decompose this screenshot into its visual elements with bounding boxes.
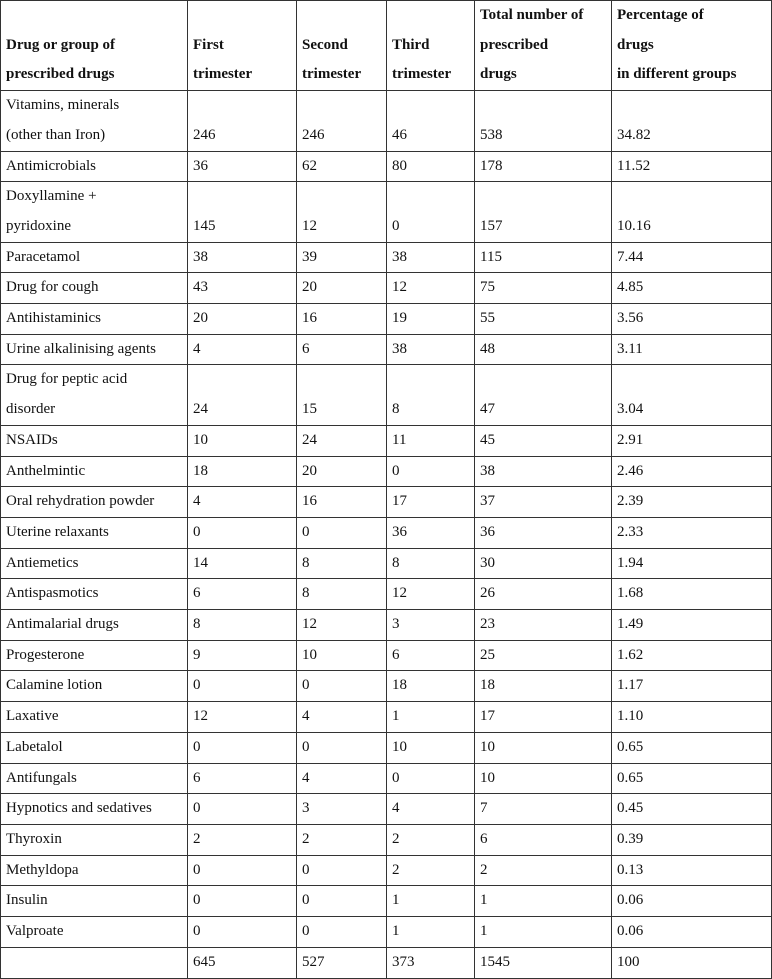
drug-name-cell bbox=[1, 702, 188, 733]
percentage-cell: 11.52 bbox=[612, 151, 772, 182]
header-third-trimester bbox=[387, 1, 475, 91]
first-trimester-cell: 4 bbox=[188, 487, 297, 518]
percentage-cell: 1.68 bbox=[612, 579, 772, 610]
percentage-cell: 10.16 bbox=[612, 182, 772, 242]
drug-name-line: Paracetamol bbox=[6, 248, 81, 265]
first-trimester-cell: 6 bbox=[188, 579, 297, 610]
percentage-cell: 2.91 bbox=[612, 425, 772, 456]
third-trimester-cell: 373 bbox=[387, 947, 475, 978]
table-row bbox=[1, 855, 772, 886]
second-trimester-cell: 16 bbox=[297, 487, 387, 518]
table-row bbox=[1, 456, 772, 487]
percentage-cell: 2.39 bbox=[612, 487, 772, 518]
total-cell: 55 bbox=[475, 304, 612, 335]
percentage-cell: 1.10 bbox=[612, 702, 772, 733]
drug-name-cell bbox=[1, 182, 188, 242]
first-trimester-cell: 9 bbox=[188, 640, 297, 671]
second-trimester-cell: 4 bbox=[297, 702, 387, 733]
drug-name-line: Methyldopa bbox=[6, 861, 79, 878]
first-trimester-cell: 20 bbox=[188, 304, 297, 335]
header-second-trimester bbox=[297, 1, 387, 91]
table-row bbox=[1, 917, 772, 948]
drug-name-cell bbox=[1, 732, 188, 763]
second-trimester-cell: 24 bbox=[297, 425, 387, 456]
table-row bbox=[1, 365, 772, 425]
first-trimester-cell: 8 bbox=[188, 610, 297, 641]
drug-name-line: Drug for peptic acid bbox=[6, 371, 128, 388]
total-cell: 38 bbox=[475, 456, 612, 487]
header-row bbox=[1, 1, 772, 91]
drug-name-cell bbox=[1, 886, 188, 917]
third-trimester-cell: 0 bbox=[387, 182, 475, 242]
second-trimester-cell: 3 bbox=[297, 794, 387, 825]
table-row bbox=[1, 334, 772, 365]
header-drug-group bbox=[1, 1, 188, 91]
total-cell: 10 bbox=[475, 732, 612, 763]
second-trimester-cell: 62 bbox=[297, 151, 387, 182]
total-cell: 75 bbox=[475, 273, 612, 304]
second-trimester-cell: 0 bbox=[297, 671, 387, 702]
first-trimester-cell: 2 bbox=[188, 824, 297, 855]
percentage-cell: 1.94 bbox=[612, 548, 772, 579]
total-cell: 25 bbox=[475, 640, 612, 671]
third-trimester-cell: 46 bbox=[387, 91, 475, 151]
third-trimester-cell: 0 bbox=[387, 456, 475, 487]
third-trimester-cell: 18 bbox=[387, 671, 475, 702]
drug-name-cell bbox=[1, 640, 188, 671]
total-cell: 157 bbox=[475, 182, 612, 242]
drug-name-line: Laxative bbox=[6, 708, 59, 725]
second-trimester-cell: 527 bbox=[297, 947, 387, 978]
header-line: Total number of bbox=[480, 7, 584, 23]
second-trimester-cell: 2 bbox=[297, 824, 387, 855]
third-trimester-cell: 8 bbox=[387, 365, 475, 425]
table-body bbox=[1, 91, 772, 978]
second-trimester-cell: 8 bbox=[297, 548, 387, 579]
drug-name-cell bbox=[1, 548, 188, 579]
percentage-cell: 0.13 bbox=[612, 855, 772, 886]
total-cell: 30 bbox=[475, 548, 612, 579]
first-trimester-cell: 36 bbox=[188, 151, 297, 182]
total-cell: 7 bbox=[475, 794, 612, 825]
first-trimester-cell: 10 bbox=[188, 425, 297, 456]
third-trimester-cell: 11 bbox=[387, 425, 475, 456]
drug-name-line: Urine alkalinising agents bbox=[6, 340, 156, 357]
drug-name-line: Antiemetics bbox=[6, 554, 79, 571]
third-trimester-cell: 2 bbox=[387, 824, 475, 855]
header-first-trimester bbox=[188, 1, 297, 91]
first-trimester-cell: 0 bbox=[188, 732, 297, 763]
percentage-cell: 2.33 bbox=[612, 517, 772, 548]
first-trimester-cell: 0 bbox=[188, 886, 297, 917]
drug-name-line: Anthelmintic bbox=[6, 462, 86, 479]
table-row bbox=[1, 640, 772, 671]
drug-name-line bbox=[6, 948, 182, 978]
header-percentage bbox=[612, 1, 772, 91]
table-row bbox=[1, 242, 772, 273]
drug-name-line: Vitamins, minerals bbox=[6, 97, 120, 114]
table-row bbox=[1, 824, 772, 855]
drug-name-cell bbox=[1, 365, 188, 425]
percentage-cell: 0.65 bbox=[612, 732, 772, 763]
third-trimester-cell: 1 bbox=[387, 917, 475, 948]
first-trimester-cell: 4 bbox=[188, 334, 297, 365]
drug-name-cell bbox=[1, 917, 188, 948]
drug-name-cell bbox=[1, 517, 188, 548]
third-trimester-cell: 1 bbox=[387, 702, 475, 733]
first-trimester-cell: 6 bbox=[188, 763, 297, 794]
first-trimester-cell: 38 bbox=[188, 242, 297, 273]
header-line: trimester bbox=[302, 66, 362, 83]
first-trimester-cell: 24 bbox=[188, 365, 297, 425]
header-line: prescribed bbox=[480, 36, 549, 53]
header-line: Drug or group of bbox=[6, 36, 116, 53]
drug-name-line: NSAIDs bbox=[6, 431, 58, 448]
drug-name-cell bbox=[1, 242, 188, 273]
table-header bbox=[1, 1, 772, 91]
third-trimester-cell: 12 bbox=[387, 273, 475, 304]
drug-name-line: Thyroxin bbox=[6, 830, 62, 847]
drug-name-cell bbox=[1, 304, 188, 335]
drug-name-line: Antispasmotics bbox=[6, 585, 99, 602]
first-trimester-cell: 43 bbox=[188, 273, 297, 304]
third-trimester-cell: 38 bbox=[387, 242, 475, 273]
total-cell: 2 bbox=[475, 855, 612, 886]
percentage-cell: 100 bbox=[612, 947, 772, 978]
second-trimester-cell: 16 bbox=[297, 304, 387, 335]
percentage-cell: 0.65 bbox=[612, 763, 772, 794]
table-row bbox=[1, 671, 772, 702]
percentage-cell: 34.82 bbox=[612, 91, 772, 151]
table-row bbox=[1, 579, 772, 610]
total-cell: 45 bbox=[475, 425, 612, 456]
drug-name-cell bbox=[1, 425, 188, 456]
second-trimester-cell: 0 bbox=[297, 855, 387, 886]
table-row bbox=[1, 794, 772, 825]
third-trimester-cell: 4 bbox=[387, 794, 475, 825]
third-trimester-cell: 19 bbox=[387, 304, 475, 335]
first-trimester-cell: 0 bbox=[188, 917, 297, 948]
second-trimester-cell: 0 bbox=[297, 732, 387, 763]
totals-row bbox=[1, 947, 772, 978]
second-trimester-cell: 12 bbox=[297, 610, 387, 641]
total-cell: 1545 bbox=[475, 947, 612, 978]
second-trimester-cell: 0 bbox=[297, 886, 387, 917]
second-trimester-cell: 0 bbox=[297, 517, 387, 548]
first-trimester-cell: 645 bbox=[188, 947, 297, 978]
header-total-prescribed bbox=[475, 1, 612, 91]
total-cell: 18 bbox=[475, 671, 612, 702]
total-cell: 47 bbox=[475, 365, 612, 425]
third-trimester-cell: 80 bbox=[387, 151, 475, 182]
drug-name-cell bbox=[1, 610, 188, 641]
drug-name-cell bbox=[1, 671, 188, 702]
total-cell: 1 bbox=[475, 886, 612, 917]
drug-name-line: (other than Iron) bbox=[6, 126, 106, 143]
first-trimester-cell: 12 bbox=[188, 702, 297, 733]
drug-name-line: Drug for cough bbox=[6, 279, 99, 296]
second-trimester-cell: 4 bbox=[297, 763, 387, 794]
second-trimester-cell: 246 bbox=[297, 91, 387, 151]
third-trimester-cell: 6 bbox=[387, 640, 475, 671]
header-line: Second bbox=[302, 36, 348, 53]
third-trimester-cell: 2 bbox=[387, 855, 475, 886]
third-trimester-cell: 10 bbox=[387, 732, 475, 763]
percentage-cell: 1.62 bbox=[612, 640, 772, 671]
percentage-cell: 3.04 bbox=[612, 365, 772, 425]
drug-name-line: Progesterone bbox=[6, 646, 85, 663]
first-trimester-cell: 0 bbox=[188, 517, 297, 548]
header-line: First bbox=[193, 36, 224, 53]
drug-name-cell bbox=[1, 947, 188, 978]
drug-name-line: Antihistaminics bbox=[6, 310, 101, 327]
drug-name-line: Doxyllamine + bbox=[6, 188, 97, 205]
drug-name-line: disorder bbox=[6, 401, 56, 418]
drug-name-cell bbox=[1, 763, 188, 794]
second-trimester-cell: 12 bbox=[297, 182, 387, 242]
third-trimester-cell: 1 bbox=[387, 886, 475, 917]
drug-name-line: Labetalol bbox=[6, 738, 63, 755]
drug-name-line: Uterine relaxants bbox=[6, 523, 109, 540]
total-cell: 178 bbox=[475, 151, 612, 182]
third-trimester-cell: 17 bbox=[387, 487, 475, 518]
drug-name-cell bbox=[1, 824, 188, 855]
total-cell: 115 bbox=[475, 242, 612, 273]
header-line: Percentage of bbox=[617, 7, 704, 23]
header-line: trimester bbox=[193, 66, 253, 83]
table-row bbox=[1, 702, 772, 733]
third-trimester-cell: 3 bbox=[387, 610, 475, 641]
percentage-cell: 3.56 bbox=[612, 304, 772, 335]
table-row bbox=[1, 763, 772, 794]
drug-name-line: Insulin bbox=[6, 892, 48, 909]
total-cell: 10 bbox=[475, 763, 612, 794]
table-row bbox=[1, 732, 772, 763]
drug-name-cell bbox=[1, 91, 188, 151]
drug-name-line: Oral rehydration powder bbox=[6, 493, 155, 510]
drug-name-cell bbox=[1, 579, 188, 610]
drug-name-line: Antimicrobials bbox=[6, 157, 96, 174]
header-line: drugs bbox=[480, 66, 517, 83]
table-row bbox=[1, 548, 772, 579]
percentage-cell: 0.39 bbox=[612, 824, 772, 855]
percentage-cell: 2.46 bbox=[612, 456, 772, 487]
table-row bbox=[1, 273, 772, 304]
header-line: prescribed drugs bbox=[6, 66, 115, 83]
percentage-cell: 7.44 bbox=[612, 242, 772, 273]
second-trimester-cell: 0 bbox=[297, 917, 387, 948]
header-line: drugs bbox=[617, 36, 654, 53]
total-cell: 48 bbox=[475, 334, 612, 365]
drug-name-line: Antifungals bbox=[6, 769, 77, 786]
header-line: in different groups bbox=[617, 66, 737, 83]
drug-name-cell bbox=[1, 855, 188, 886]
first-trimester-cell: 18 bbox=[188, 456, 297, 487]
drug-name-line: pyridoxine bbox=[6, 217, 71, 234]
percentage-cell: 3.11 bbox=[612, 334, 772, 365]
total-cell: 538 bbox=[475, 91, 612, 151]
table-row bbox=[1, 517, 772, 548]
drug-name-cell bbox=[1, 151, 188, 182]
third-trimester-cell: 12 bbox=[387, 579, 475, 610]
second-trimester-cell: 15 bbox=[297, 365, 387, 425]
drug-name-cell bbox=[1, 487, 188, 518]
drug-name-cell bbox=[1, 794, 188, 825]
percentage-cell: 0.06 bbox=[612, 886, 772, 917]
drug-name-line: Calamine lotion bbox=[6, 677, 103, 694]
total-cell: 17 bbox=[475, 702, 612, 733]
table-row bbox=[1, 886, 772, 917]
total-cell: 26 bbox=[475, 579, 612, 610]
third-trimester-cell: 0 bbox=[387, 763, 475, 794]
total-cell: 37 bbox=[475, 487, 612, 518]
first-trimester-cell: 0 bbox=[188, 671, 297, 702]
header-line: Third bbox=[392, 36, 430, 53]
percentage-cell: 1.49 bbox=[612, 610, 772, 641]
third-trimester-cell: 8 bbox=[387, 548, 475, 579]
table-row bbox=[1, 487, 772, 518]
drug-name-line: Antimalarial drugs bbox=[6, 616, 119, 633]
table-row bbox=[1, 91, 772, 151]
first-trimester-cell: 14 bbox=[188, 548, 297, 579]
second-trimester-cell: 39 bbox=[297, 242, 387, 273]
table-row bbox=[1, 425, 772, 456]
second-trimester-cell: 10 bbox=[297, 640, 387, 671]
table-row bbox=[1, 304, 772, 335]
percentage-cell: 4.85 bbox=[612, 273, 772, 304]
drug-name-cell bbox=[1, 273, 188, 304]
total-cell: 23 bbox=[475, 610, 612, 641]
percentage-cell: 0.06 bbox=[612, 917, 772, 948]
table-row bbox=[1, 610, 772, 641]
total-cell: 6 bbox=[475, 824, 612, 855]
second-trimester-cell: 20 bbox=[297, 456, 387, 487]
drug-name-cell bbox=[1, 456, 188, 487]
third-trimester-cell: 38 bbox=[387, 334, 475, 365]
header-line: trimester bbox=[392, 66, 452, 83]
table-row bbox=[1, 151, 772, 182]
first-trimester-cell: 0 bbox=[188, 855, 297, 886]
second-trimester-cell: 20 bbox=[297, 273, 387, 304]
second-trimester-cell: 6 bbox=[297, 334, 387, 365]
drug-name-cell bbox=[1, 334, 188, 365]
first-trimester-cell: 246 bbox=[188, 91, 297, 151]
first-trimester-cell: 0 bbox=[188, 794, 297, 825]
third-trimester-cell: 36 bbox=[387, 517, 475, 548]
second-trimester-cell: 8 bbox=[297, 579, 387, 610]
total-cell: 36 bbox=[475, 517, 612, 548]
percentage-cell: 1.17 bbox=[612, 671, 772, 702]
table-row bbox=[1, 182, 772, 242]
total-cell: 1 bbox=[475, 917, 612, 948]
first-trimester-cell: 145 bbox=[188, 182, 297, 242]
drug-name-line: Valproate bbox=[6, 923, 64, 940]
drug-name-line: Hypnotics and sedatives bbox=[6, 800, 152, 817]
percentage-cell: 0.45 bbox=[612, 794, 772, 825]
